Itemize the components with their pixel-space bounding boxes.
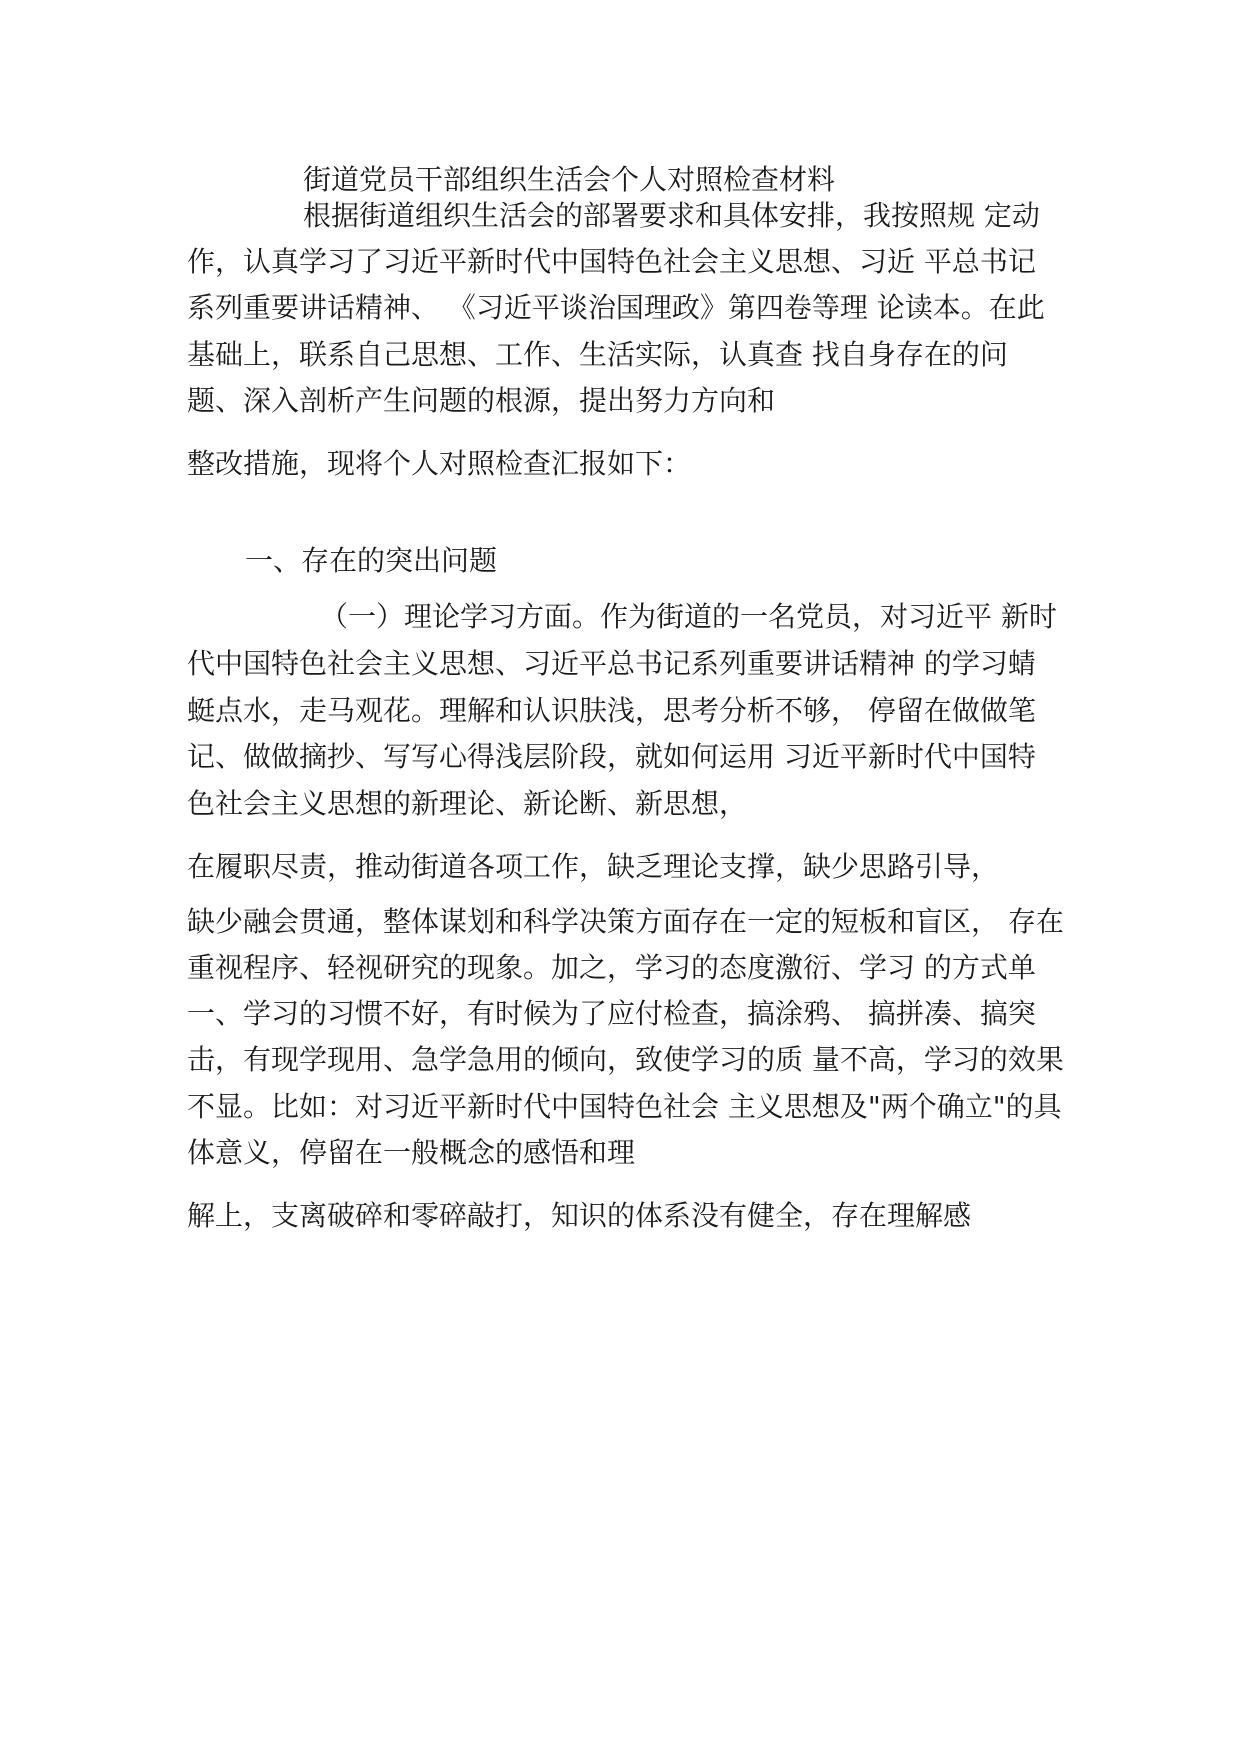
body-line: 缺少融会贯通，整体谋划和科学决策方面存在一定的短板和盲区， 存在 [187,905,1064,938]
intro-line: 系列重要讲话精神、 《习近平谈治国理政》第四卷等理 论读本。在此 [187,291,1045,324]
document-title: 街道党员干部组织生活会个人对照检查材料 [303,163,836,196]
body-line: 重视程序、轻视研究的现象。加之，学习的态度激衍、学习 的方式单 [187,951,1036,984]
intro-line: 作，认真学习了习近平新时代中国特色社会主义思想、习近 平总书记 [187,245,1036,278]
intro-line: 整改措施，现将个人对照检查汇报如下： [187,447,692,480]
body-line: 在履职尽责，推动街道各项工作，缺乏理论支撑，缺少思路引导， [187,850,1000,883]
body-line: （一）理论学习方面。作为街道的一名党员，对习近平 新时 [320,600,1057,633]
body-line: 记、做做摘抄、写写心得浅层阶段，就如何运用 习近平新时代中国特 [187,740,1036,773]
section-heading: 一、存在的突出问题 [245,544,498,577]
body-line: 不显。比如：对习近平新时代中国特色社会 主义思想及"两个确立"的具 [187,1090,1062,1123]
intro-line: 根据街道组织生活会的部署要求和具体安排，我按照规 定动 [303,199,1040,232]
intro-line: 题、深入剖析产生问题的根源，提出努力方向和 [187,384,776,417]
body-line: 击，有现学现用、急学急用的倾向，致使学习的质 量不高，学习的效果 [187,1043,1064,1076]
intro-line: 基础上，联系自己思想、工作、生活实际，认真查 找自身存在的问 [187,338,1008,371]
body-line: 蜓点水，走马观花。理解和认识肤浅，思考分析不够， 停留在做做笔 [187,694,1036,727]
body-line: 体意义，停留在一般概念的感悟和理 [187,1136,636,1169]
body-line: 代中国特色社会主义思想、习近平总书记系列重要讲话精神 的学习蜻 [187,647,1036,680]
body-line: 解上，支离破碎和零碎敲打，知识的体系没有健全，存在理解感 [187,1199,972,1232]
body-line: 色社会主义思想的新理论、新论断、新思想， [187,787,748,820]
body-line: 一、学习的习惯不好，有时候为了应付检查，搞涂鸦、 搞拼凑、搞突 [187,997,1036,1030]
